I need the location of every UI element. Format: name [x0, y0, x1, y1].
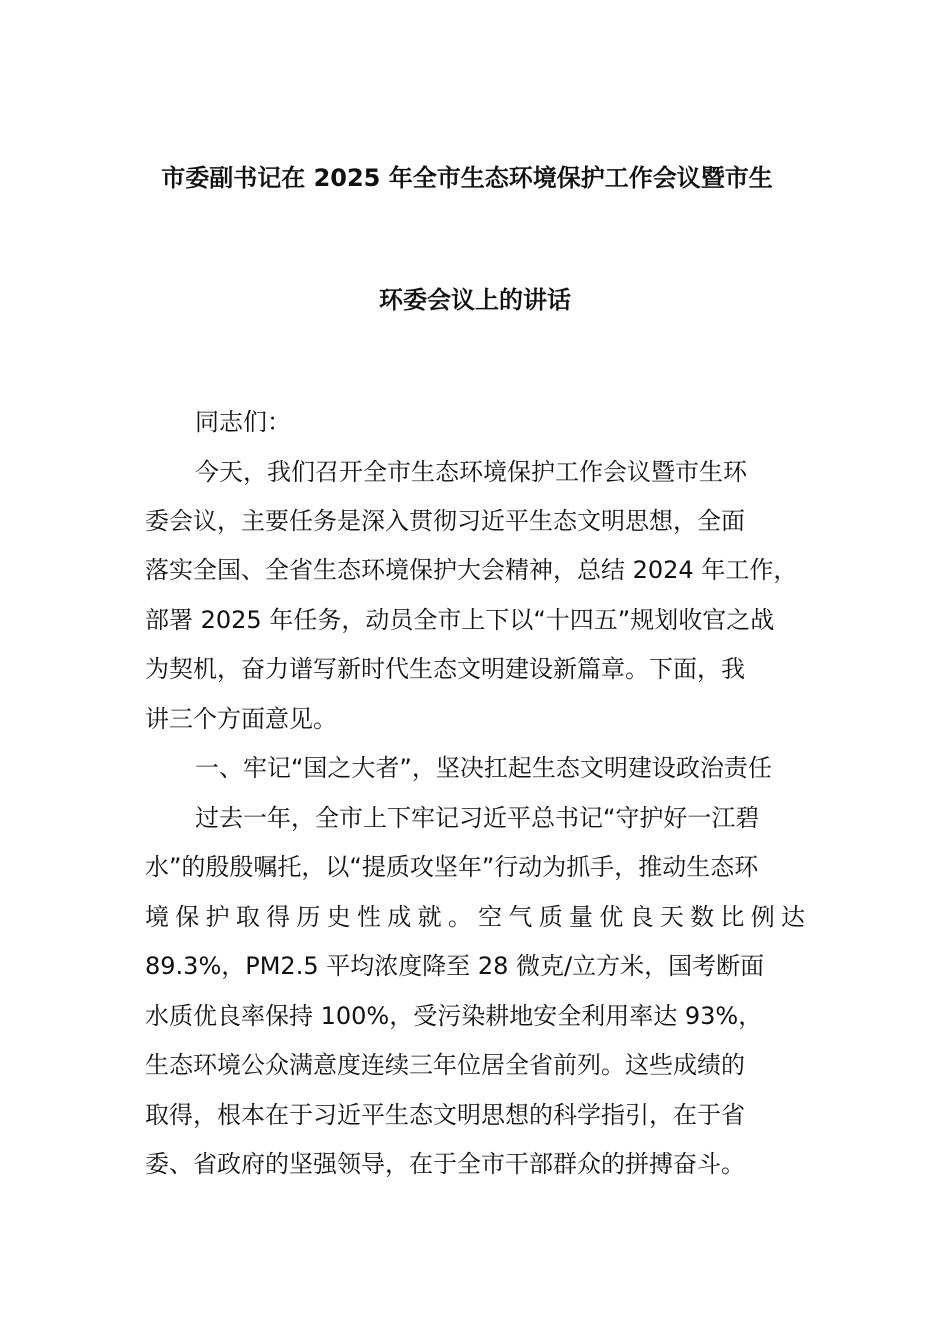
body-line: 水质优良率保持 100%，受污染耕地安全利用率达 93%，	[145, 1002, 763, 1030]
body-line: 过去一年，全市上下牢记习近平总书记“守护好一江碧	[195, 804, 760, 832]
salutation-line: 同志们：	[195, 408, 291, 436]
body-line: 部署 2025 年任务，动员全市上下以“十四五”规划收官之战	[145, 606, 775, 634]
body-line: 落实全国、全省生态环境保护大会精神，总结 2024 年工作，	[145, 556, 798, 584]
body-line: 委会议，主要任务是深入贯彻习近平生态文明思想，全面	[145, 507, 745, 535]
body-line: 委、省政府的坚强领导，在于全市干部群众的拼搏奋斗。	[145, 1150, 745, 1178]
body-line: 今天，我们召开全市生态环境保护工作会议暨市生环	[195, 458, 747, 486]
section-heading-line: 一、牢记“国之大者”，坚决扛起生态文明建设政治责任	[195, 754, 772, 782]
document-title-line-2: 环委会议上的讲话	[379, 286, 571, 314]
document-title-line-1: 市委副书记在 2025 年全市生态环境保护工作会议暨市生	[161, 164, 773, 192]
body-line: 讲三个方面意见。	[145, 705, 337, 733]
body-line: 境保护取得历史性成就。空气质量优良天数比例达	[145, 903, 805, 931]
body-line: 水”的殷殷嘱托，以“提质攻坚年”行动为抓手，推动生态环	[145, 853, 759, 881]
body-line: 为契机，奋力谱写新时代生态文明建设新篇章。下面，我	[145, 655, 745, 683]
body-line: 89.3%，PM2.5 平均浓度降至 28 微克/立方米，国考断面	[145, 952, 765, 980]
body-line: 生态环境公众满意度连续三年位居全省前列。这些成绩的	[145, 1051, 745, 1079]
body-line: 取得，根本在于习近平生态文明思想的科学指引，在于省	[145, 1101, 745, 1129]
